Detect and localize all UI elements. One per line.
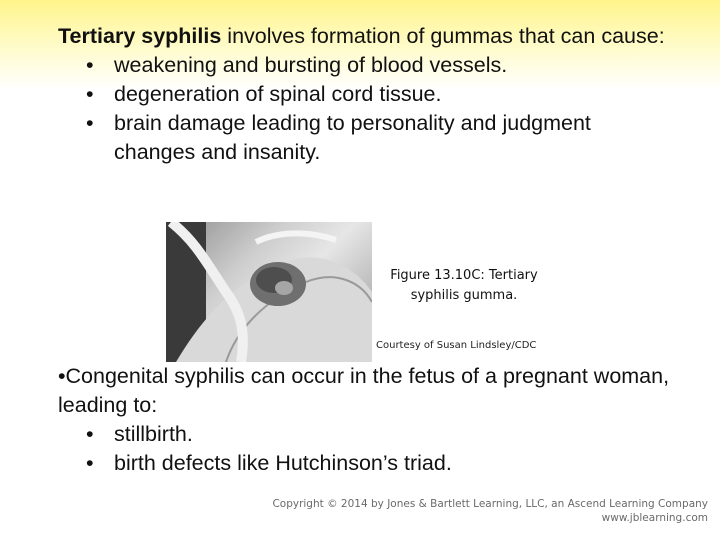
bullet-text: stillbirth. [114,422,193,446]
copyright-text: Copyright © 2014 by Jones & Bartlett Learning, LLC, an Ascend Learning Company [272,498,708,510]
figure-caption: Figure 13.10C: Tertiary syphilis gumma. [390,268,538,303]
bullet-marker: • [86,422,94,446]
top-text-block [58,22,678,167]
bullet-marker: • [86,451,94,475]
congenital-paragraph: •Congenital syphilis can occur in the fetus of a pregnant woman, leading to: [58,364,670,417]
bullet-text: birth defects like Hutchinson’s triad. [114,451,452,475]
bullet-item [58,51,678,80]
photo-credit: Courtesy of Susan Lindsley/CDC [376,340,537,351]
bullet-item [58,80,678,109]
gumma-photo [166,222,372,362]
bullet-marker: • [86,111,94,135]
term-tertiary-syphilis: Tertiary syphilis [58,24,222,48]
bullet-text: brain damage leading to personality and judgment changes and insanity. [114,111,591,164]
bullet-text: degeneration of spinal cord tissue. [114,82,442,106]
bullet-marker: • [86,82,94,106]
copyright-footer [272,497,708,525]
bullet-text: weakening and bursting of blood vessels. [114,53,508,77]
intro-text: involves formation of gummas that can cause: [221,24,665,48]
intro-paragraph [58,22,678,51]
publisher-url: www.jblearning.com [601,512,708,524]
bullet-marker: • [86,53,94,77]
bullet-item [58,420,678,449]
hand-illustration [166,222,372,362]
bullet-item [58,109,678,167]
bottom-text-block [58,362,678,478]
bullet-item [58,449,678,478]
